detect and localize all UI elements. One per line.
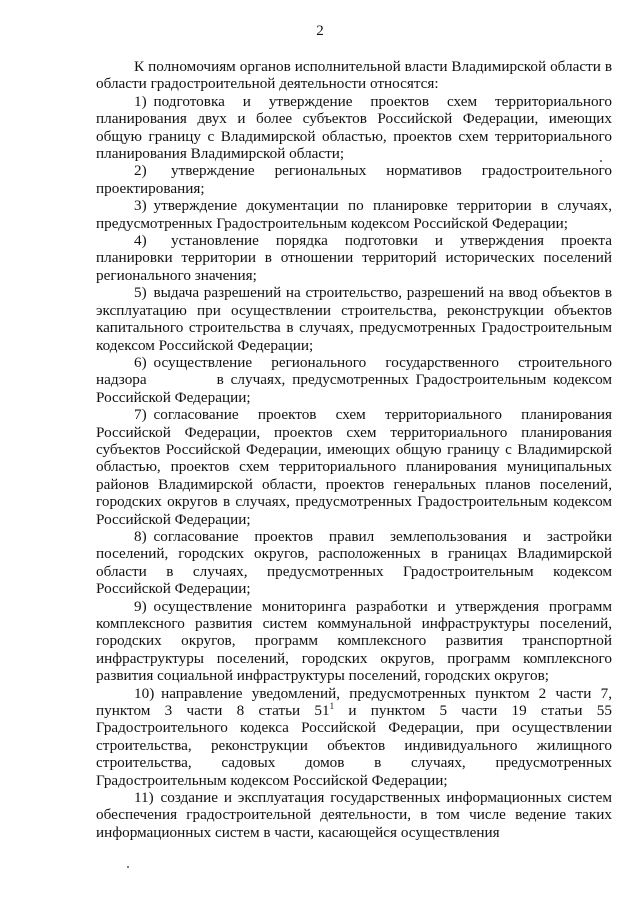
item-text: осуществление регионального государственного строительного надзора [96, 353, 612, 389]
item-number: 4) [134, 232, 147, 250]
item-number: 9) [134, 597, 147, 615]
item-number: 2) [134, 162, 147, 180]
item-text: утверждение региональных нормативов градостроительного проектирования; [96, 162, 612, 197]
item-text: направление уведомлений, предусмотренных пунктом 2 части 7, пунктом 3 части 8 статьи 51 [96, 684, 612, 720]
item-number: 8) [134, 527, 147, 545]
list-item-1 [96, 93, 612, 163]
item-number: 10) [134, 684, 155, 702]
list-item-5 [96, 284, 612, 354]
item-number: 7) [134, 406, 147, 424]
item-text-continued: в случаях, предусмотренных Градостроительным кодексом Российской Федерации; [96, 371, 612, 406]
item-text: согласование проектов схем территориального планирования Российской Федерации, проектов схем территориального планирования субъектов Российской Федерации, имеющих общую границу с Владимирской областью, проектов схем территориального планирования муниципальных районов Владимирской области, проектов генеральных планов поселений, городских округов в случаях, предусмотренных Градостроительным кодексом Российской Федерации; [96, 406, 612, 528]
item-number: 11) [134, 789, 154, 807]
list-item-4 [96, 232, 612, 284]
item-number: 6) [134, 353, 147, 371]
document-body [96, 58, 612, 841]
list-item-10 [96, 685, 612, 789]
list-item-11 [96, 789, 612, 841]
scan-speck [127, 866, 129, 868]
list-item-9 [96, 598, 612, 685]
item-number: 5) [134, 284, 147, 302]
item-text: утверждение документации по планировке территории в случаях, предусмотренных Градостроительным кодексом Российской Федерации; [96, 197, 612, 232]
item-text: согласование проектов правил землепользования и застройки поселений, городских округов, расположенных в границах Владимирской области в случаях, предусмотренных Градостроительным кодексом Российской Федерации; [96, 527, 612, 598]
list-item-6 [96, 354, 612, 406]
item-text: установление порядка подготовки и утверждения проекта планировки территории в отношении территорий исторических поселений регионального значения; [96, 232, 612, 284]
item-number: 1) [134, 92, 147, 110]
superscript: 1 [329, 701, 335, 712]
item-number: 3) [134, 197, 147, 215]
item-text-continued: и пунктом 5 части 19 статьи 55 Градостроительного кодекса Российской Федерации, при осуществлении строительства, реконструкции объектов индивидуального жилищного строительства, садовых домов в случаях, предусмотренных Градостроительным кодексом Российской Федерации; [96, 702, 612, 789]
list-item-7 [96, 406, 612, 528]
item-text: подготовка и утверждение проектов схем территориального планирования двух и более субъектов Российской Федерации, имеющих общую границу с Владимирской областью, проектов схем территориального планирования Владимирской области; [96, 92, 612, 163]
item-text: осуществление мониторинга разработки и утверждения программ комплексного развития систем коммунальной инфраструктуры поселений, городских округов, программ комплексного развития транспортной инфраструктуры поселений, городских округов, программ комплексного развития социальной инфраструктуры поселений, городских округов; [96, 597, 612, 685]
page-number: 2 [316, 23, 324, 39]
intro-paragraph: К полномочиям органов исполнительной власти Владимирской области в области градостроительной деятельности относятся: [96, 58, 612, 93]
scan-speck [600, 160, 602, 162]
item-text: создание и эксплуатация государственных информационных систем обеспечения градостроительной деятельности, в том числе ведение таких информационных систем в части, касающейся осуществления [96, 789, 612, 841]
item-text: выдача разрешений на строительство, разрешений на ввод объектов в эксплуатацию при осуществлении строительства, реконструкции объектов капитального строительства в случаях, предусмотренных Градостроительным кодексом Российской Федерации; [96, 284, 612, 354]
list-item-2 [96, 162, 612, 197]
list-item-3 [96, 197, 612, 232]
list-item-8 [96, 528, 612, 598]
